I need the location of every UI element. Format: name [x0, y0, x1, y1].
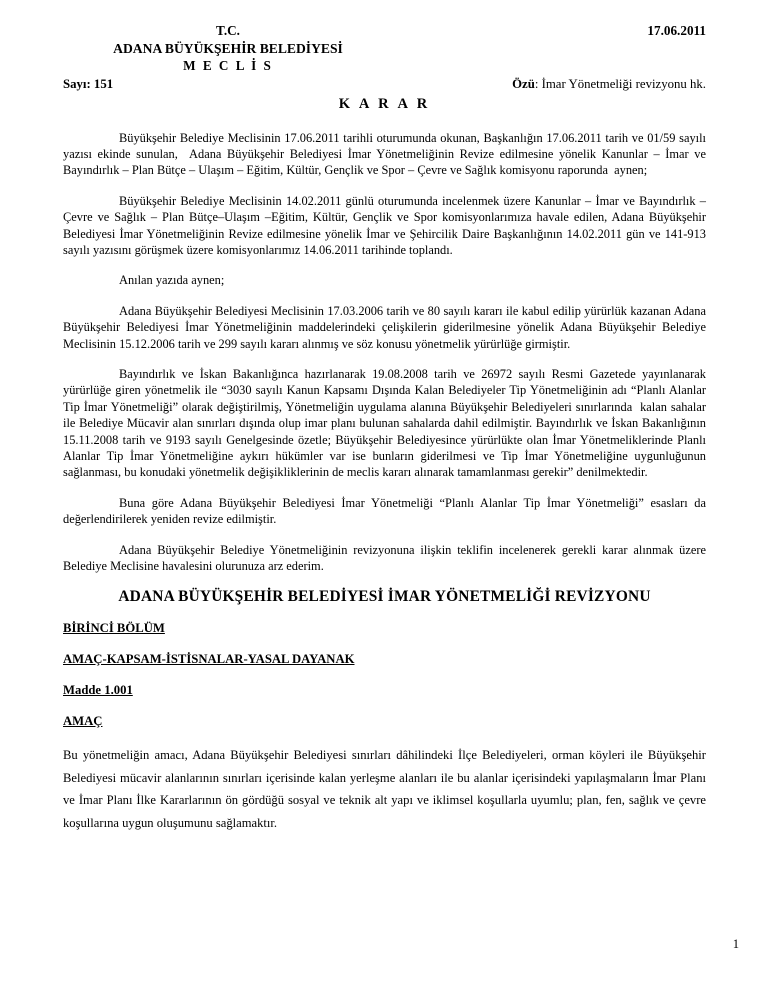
body-paragraph-4: Bayındırlık ve İskan Bakanlığınca hazırlanarak 19.08.2008 tarih ve 26972 sayılı Resmi Gazetede yayınlanarak yürürlüğe giren yönetmelik ile “3030 sayılı Kanun Kapsamı Dışında Kalan Belediyeler Tip Yönetmeliğinin adı “Planlı Alanlar Tip İmar Yönetmeliği” olarak değiştirilmiş, Yönetmeliğin uygulama alanına Büyükşehir Belediyeleri sınırlarında kalan sahalar ile Belediye Mücavir alan sınırları dışında olup imar planı bulunan sahalarda dahil edilmiştir. Bayındırlık ve İskan Bakanlığının 15.11.2008 tarih ve 9193 sayılı Genelgesinde özetle; Büyükşehir Belediyesince yürürlükte olan İmar Yönetmeliklerinde Planlı Alanlar Tip İmar Yönetmeliğine aykırı hükümler var ise bunların giderilmesi ve Tip İmar Yönetmeliğine uygunluğunun sağlanması, bu konudaki yönetmelik değişikliklerinin de meclis kararı alınarak tamamlanması gerekir” denilmektedir.	[63, 366, 706, 480]
body-paragraph-2: Büyükşehir Belediye Meclisinin 14.02.2011 günlü oturumunda incelenmek üzere Kanunlar – İmar ve Bayındırlık – Çevre ve Sağlık – Plan Bütçe–Ulaşım –Eğitim, Kültür, Gençlik ve Spor komisyonlarımıza havale edilen, Adana Büyükşehir Belediyesi İmar Yönetmeliğinin Revize edilmesine yönelik İmar ve Şehircilik Daire Başkanlığının 14.02.2011 gün ve 141-913 sayılı yazısını görüşmek üzere komisyonlarımız 14.06.2011 tarihinde toplandı.	[63, 193, 706, 257]
body-paragraph-3: Adana Büyükşehir Belediyesi Meclisinin 17.03.2006 tarih ve 80 sayılı kararı ile kabul edilip yürürlük kazanan Adana Büyükşehir Belediyesi İmar Yönetmeliğinin maddelerindeki çelişkilerin giderilmesine yönelik Adana Büyükşehir Belediye Meclisinin 15.12.2006 tarih ve 299 sayılı kararı alınmış ve söz konusu yönetmelik yürürlüğe girmiştir.	[63, 303, 706, 351]
ozu-label: Özü	[512, 76, 535, 91]
amac-heading: AMAÇ	[63, 714, 103, 729]
meclis-label: M E C L İ S	[183, 58, 273, 73]
body-paragraph-6: Adana Büyükşehir Belediye Yönetmeliğinin revizyonuna ilişkin teklifin incelenerek gerekli karar alınmak üzere Belediye Meclisine havalesini olurunuza arz ederim.	[63, 542, 706, 574]
anilan-line: Anılan yazıda aynen;	[119, 273, 225, 288]
org-name: ADANA BÜYÜKŞEHİR BELEDİYESİ	[113, 40, 343, 56]
body-paragraph-5: Buna göre Adana Büyükşehir Belediyesi İmar Yönetmeliği “Planlı Alanlar Tip İmar Yönetmeliği” esasları da değerlendirilerek yeniden revize edilmiştir.	[63, 495, 706, 527]
sayi-number: Sayı: 151	[63, 76, 114, 91]
header-left-block	[63, 22, 393, 75]
amac-paragraph: Bu yönetmeliğin amacı, Adana Büyükşehir Belediyesi sınırları dâhilindeki İlçe Belediyeleri, orman köyleri ile Büyükşehir Belediyesi mücavir alanlarının sınırları içerisinde kalan yerleşme alanları ile bu alanlar içerisindeki yapılaşmaların İmar Planı ve İmar Planı İlke Kararlarının ön gördüğü sosyal ve teknik alt yapı ve iklimsel koşullarla uyumlu; plan, fen, sağlık ve çevre koşullarına uygun oluşumunu sağlamaktır.	[63, 748, 706, 830]
page-number: 1	[732, 937, 739, 951]
ozu-text: : İmar Yönetmeliği revizyonu hk.	[534, 76, 706, 91]
document-date: 17.06.2011	[647, 23, 706, 38]
madde-heading: Madde 1.001	[63, 683, 133, 698]
body-paragraph-1: Büyükşehir Belediye Meclisinin 17.06.2011 tarihli oturumunda okunan, Başkanlığın 17.06.2011 tarih ve 01/59 sayılı yazısı ekinde sunulan, Adana Büyükşehir Belediyesi İmar Yönetmeliğinin Revize edilmesine yönelik Kanunlar – İmar ve Bayındırlık – Plan Bütçe – Ulaşım – Eğitim, Kültür, Gençlik ve Spor – Çevre ve Sağlık komisyonu raporunda aynen;	[63, 130, 706, 178]
ozu-summary	[512, 76, 706, 93]
sayi-ozu-row	[63, 76, 706, 93]
karar-heading: K A R A R	[338, 95, 431, 112]
tc-label: T.C.	[216, 23, 240, 38]
header	[63, 22, 706, 75]
main-title: ADANA BÜYÜKŞEHİR BELEDİYESİ İMAR YÖNETMELİĞİ REVİZYONU	[118, 588, 651, 606]
section-heading-amac-kapsam: AMAÇ-KAPSAM-İSTİSNALAR-YASAL DAYANAK	[63, 652, 355, 667]
section-heading-birinci-bolum: BİRİNCİ BÖLÜM	[63, 621, 165, 636]
